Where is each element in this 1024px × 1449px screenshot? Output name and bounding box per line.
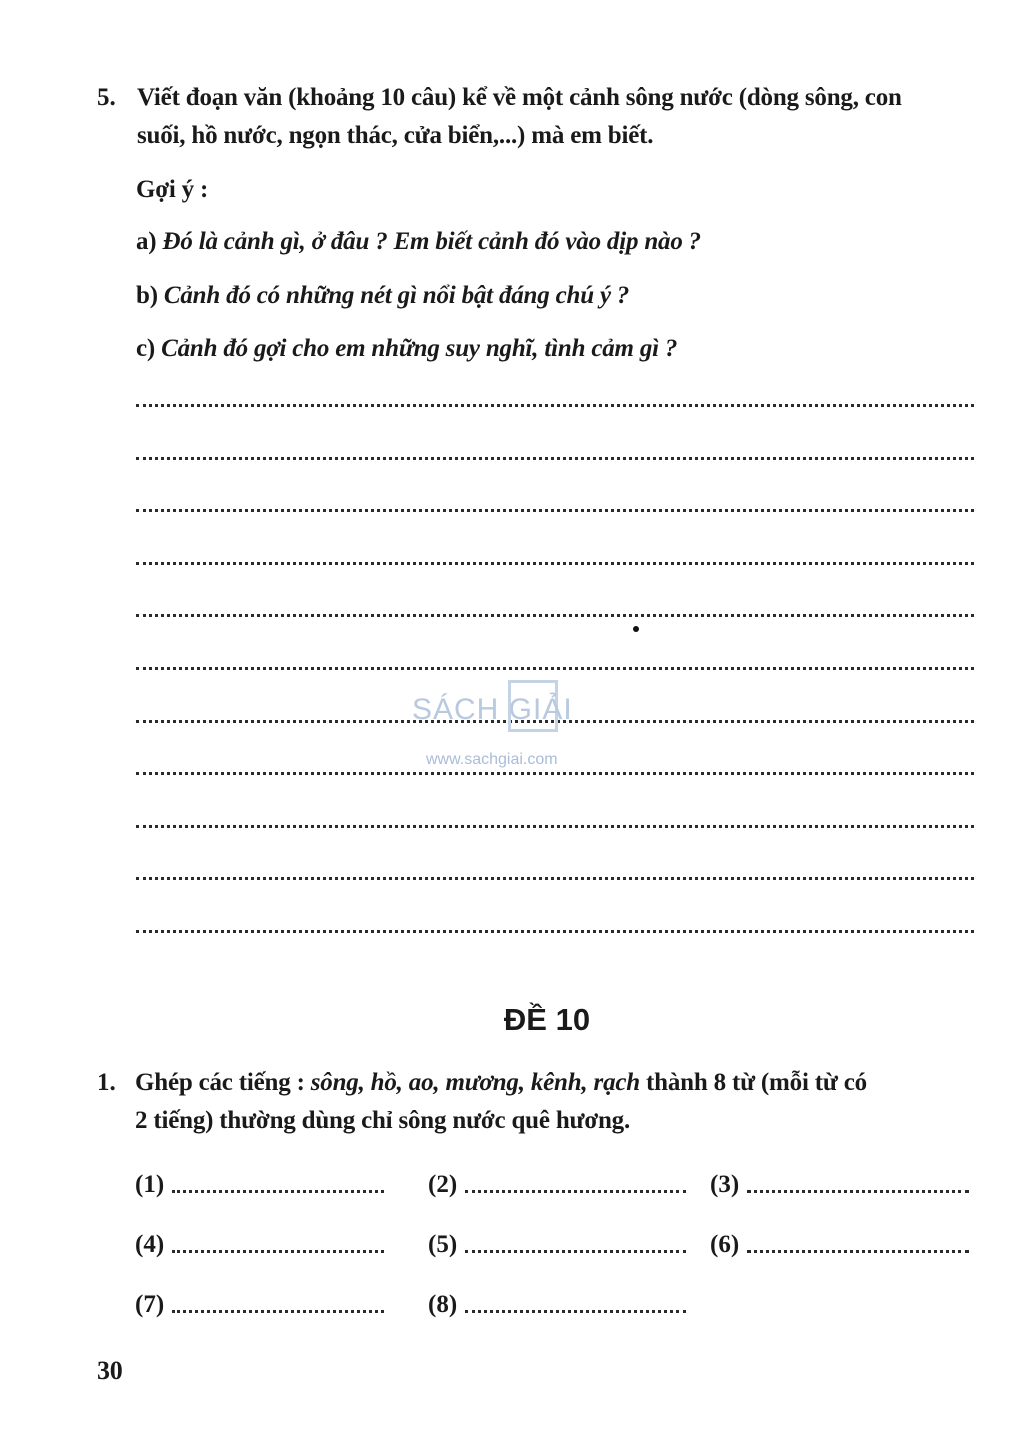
answer-slot-1[interactable] [135, 1171, 384, 1199]
exercise-1-words: sông, hồ, ao, mương, kênh, rạch [310, 1069, 640, 1096]
slot-label: (1) [135, 1171, 165, 1198]
answer-line[interactable] [136, 562, 974, 565]
exercise-5-line-1: Viết đoạn văn (khoảng 10 câu) kể về một cảnh sông nước (dòng sông, con [137, 84, 902, 111]
answer-line[interactable] [136, 614, 974, 617]
answer-line[interactable] [136, 877, 974, 880]
slot-dots [465, 1190, 686, 1193]
hint-b-text: Cảnh đó có những nét gì nổi bật đáng chú ý ? [163, 282, 630, 309]
slot-label: (7) [135, 1291, 165, 1318]
hint-c-label: c) [136, 335, 156, 362]
slot-dots [465, 1250, 686, 1253]
hint-a [136, 228, 701, 256]
exercise-1-line-2: 2 tiếng) thường dùng chỉ sông nước quê hương. [135, 1107, 631, 1134]
slot-dots [172, 1190, 384, 1193]
answer-line[interactable] [136, 930, 974, 933]
answer-line[interactable] [136, 825, 974, 828]
answer-slot-7[interactable] [135, 1291, 384, 1319]
exercise-1-line-1 [135, 1069, 867, 1097]
slot-dots [465, 1310, 686, 1313]
hint-b [136, 282, 629, 310]
slot-label: (4) [135, 1231, 165, 1258]
hint-c [136, 335, 677, 363]
slot-label: (5) [428, 1231, 458, 1258]
answer-line[interactable] [136, 457, 974, 460]
slot-label: (6) [710, 1231, 740, 1258]
answer-slot-4[interactable] [135, 1231, 384, 1259]
answer-slot-5[interactable] [428, 1231, 686, 1259]
watermark-url: www.sachgiai.com [426, 751, 558, 768]
slot-dots [747, 1250, 969, 1253]
answer-line[interactable] [136, 772, 974, 775]
answer-slot-3[interactable] [710, 1171, 969, 1199]
ink-dot [633, 626, 639, 632]
page-number: 30 [97, 1356, 123, 1385]
slot-label: (8) [428, 1291, 458, 1318]
answer-line[interactable] [136, 509, 974, 512]
exercise-5-number: 5. [97, 84, 116, 111]
hint-b-label: b) [136, 282, 158, 309]
exercise-1-prefix: Ghép các tiếng : [135, 1069, 311, 1096]
slot-dots [747, 1190, 969, 1193]
hint-a-label: a) [136, 228, 157, 255]
answer-slot-8[interactable] [428, 1291, 686, 1319]
answer-slot-6[interactable] [710, 1231, 969, 1259]
slot-dots [172, 1250, 384, 1253]
slot-label: (2) [428, 1171, 458, 1198]
hint-a-text: Đó là cảnh gì, ở đâu ? Em biết cảnh đó vào dịp nào ? [162, 228, 701, 255]
hint-c-text: Cảnh đó gợi cho em những suy nghĩ, tình cảm gì ? [161, 335, 678, 362]
answer-slot-2[interactable] [428, 1171, 686, 1199]
answer-line[interactable] [136, 404, 974, 407]
hint-label: Gợi ý : [136, 176, 209, 203]
exercise-5-line-2: suối, hồ nước, ngọn thác, cửa biển,...) mà em biết. [137, 122, 654, 149]
exercise-1-number: 1. [97, 1069, 116, 1096]
exercise-1-suffix: thành 8 từ (mỗi từ có [639, 1069, 867, 1096]
section-title: ĐỀ 10 [503, 1002, 591, 1037]
answer-line[interactable] [136, 667, 974, 670]
slot-dots [172, 1310, 384, 1313]
watermark-logo: SÁCH GIẢI [412, 693, 573, 726]
slot-label: (3) [710, 1171, 740, 1198]
